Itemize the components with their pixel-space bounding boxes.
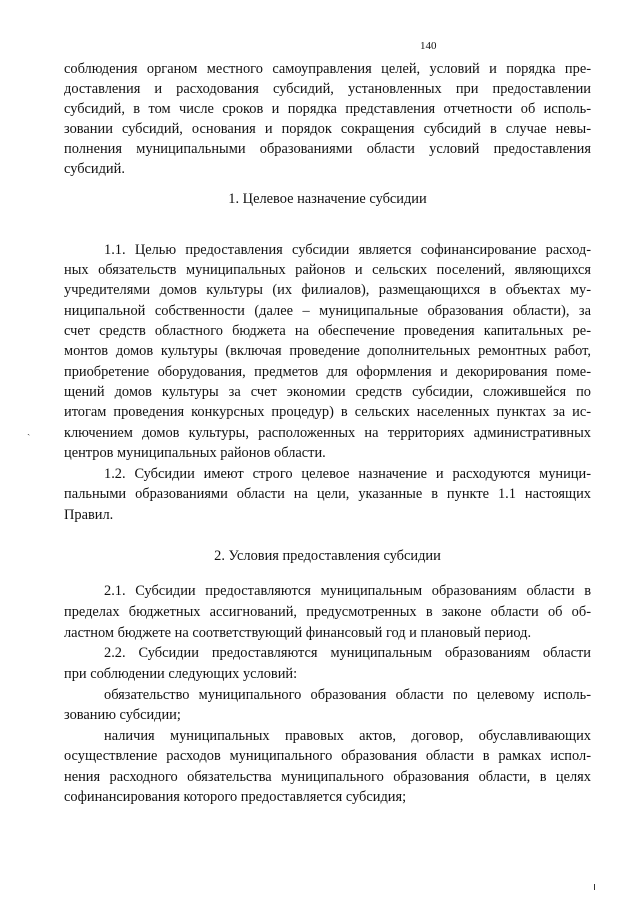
corner-mark <box>594 884 595 890</box>
paragraph-2-2-line: 2.2. Субсидии предоставляются муниципальным образованиям области <box>104 645 591 661</box>
paragraph-1-1-line: монтов домов культуры (включая проведение дополнительных ремонтных работ, <box>64 343 591 359</box>
condition-2-line: нения расходного обязательства муниципального образования области, в целях <box>64 769 591 785</box>
section-1-heading: 1. Целевое назначение субсидии <box>228 191 427 207</box>
paragraph-1-1-line: ниципальной собственности (далее – муниципальные образования области), за <box>64 303 591 319</box>
paragraph-1-1-line: итогам проведения конкурсных процедур) в сельских населенных пунктах за ис- <box>64 404 591 420</box>
condition-1-line: зованию субсидии; <box>64 707 181 723</box>
intro-line: зовании субсидий, основания и порядок сокращения субсидий в случае невы- <box>64 121 591 137</box>
paragraph-1-1-line: центров муниципальных районов области. <box>64 445 326 461</box>
section-2-heading: 2. Условия предоставления субсидии <box>214 548 441 564</box>
paragraph-1-2-line: пальными образованиями области на цели, указанные в пункте 1.1 настоящих <box>64 486 591 502</box>
intro-line: субсидий, в том числе сроков и порядка представления отчетности об исполь- <box>64 101 591 117</box>
condition-1-line: обязательство муниципального образования области по целевому исполь- <box>104 687 591 703</box>
intro-line: субсидий. <box>64 161 125 177</box>
paragraph-1-1-line: ключением домов культуры, расположенных на территориях административных <box>64 425 591 441</box>
paragraph-1-1-line: 1.1. Целью предоставления субсидии является софинансирование расход- <box>104 242 591 258</box>
intro-line: доставления и расходования субсидий, установленных при предоставлении <box>64 81 591 97</box>
paragraph-1-2-line: 1.2. Субсидии имеют строго целевое назначение и расходуются муници- <box>104 466 591 482</box>
paragraph-2-1-line: ластном бюджете на соответствующий финансовый год и плановый период. <box>64 625 532 641</box>
condition-2-line: софинансирования которого предоставляется субсидия; <box>64 789 407 805</box>
paragraph-1-1-line: счет средств областного бюджета на обеспечение проведения капитальных ре- <box>64 323 591 339</box>
intro-line: полнения муниципальными образованиями области условий предоставления <box>64 141 591 157</box>
margin-mark: ˏ <box>27 425 31 436</box>
paragraph-2-2-line: при соблюдении следующих условий: <box>64 666 298 682</box>
paragraph-1-2-line: Правил. <box>64 507 114 523</box>
paragraph-1-1-line: щений домов культуры за счет экономии средств субсидии, сложившейся по <box>64 384 591 400</box>
condition-2-line: осуществление расходов муниципального образования области в рамках испол- <box>64 748 591 764</box>
condition-2-line: наличия муниципальных правовых актов, договор, обуславливающих <box>104 728 591 744</box>
paragraph-1-1-line: приобретение оборудования, предметов для оформления и декорирования поме- <box>64 364 591 380</box>
intro-line: соблюдения органом местного самоуправления целей, условий и порядка пре- <box>64 61 591 77</box>
page-number: 140 <box>420 40 437 52</box>
paragraph-1-1-line: ных обязательств муниципальных районов и сельских поселений, являющихся <box>64 262 591 278</box>
paragraph-1-1-line: учредителями домов культуры (их филиалов), размещающихся в объектах му- <box>64 282 591 298</box>
paragraph-2-1-line: 2.1. Субсидии предоставляются муниципальным образованиям области в <box>104 583 591 599</box>
paragraph-2-1-line: пределах бюджетных ассигнований, предусмотренных в законе области об об- <box>64 604 591 620</box>
